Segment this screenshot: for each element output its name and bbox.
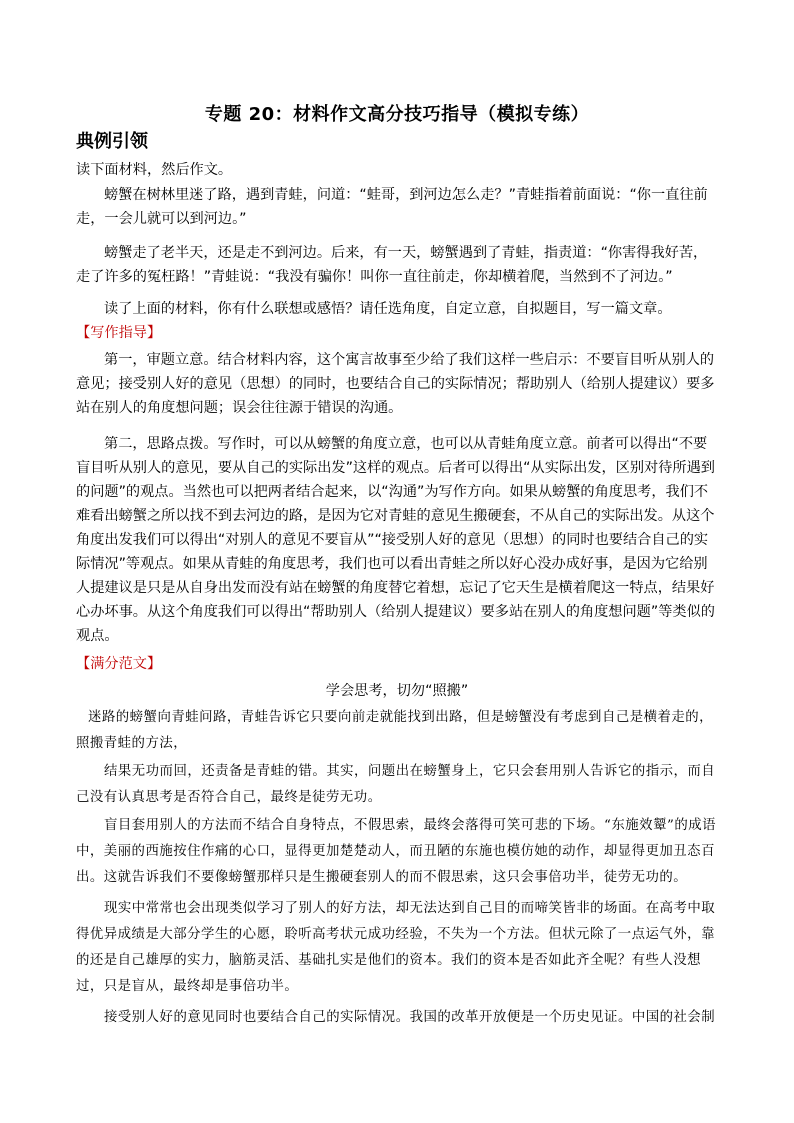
material-paragraph-1: 螃蟹在树林里迷了路，遇到青蛙，问道：“蛙哥，到河边怎么走？”青蛙指着前面说：“你一直往前走，一会儿就可以到河边。”: [76, 187, 708, 227]
essay-paragraph-1: 迷路的螃蟹向青蛙问路，青蛙告诉它只要向前走就能找到出路，但是螃蟹没有考虑到自己是横着走的，照搬青蛙的方法，: [76, 710, 714, 751]
essay-paragraph-4: 现实中常常也会出现类似学习了别人的好方法，却无法达到自己目的而啼笑皆非的场面。在高考中取得优异成绩是大部分学生的心愿，聆听高考状元成功经验，不失为一个方法。但状元除了一点运气外，靠的还是自己雄厚的实力，脑筋灵活、基础扎实是他们的资本。我们的资本是否如此齐全呢？有些人没想过，只是盲从，最终却是事倍功半。: [76, 901, 716, 994]
page-title: 专题 20：材料作文高分技巧指导（模拟专练）: [204, 104, 590, 125]
model-essay-tag: 【满分范文】: [76, 656, 162, 672]
material-paragraph-3: 读了上面的材料，你有什么联想或感悟？请任选角度，自定立意，自拟题目，写一篇文章。: [104, 301, 672, 317]
writing-guide-tag: 【写作指导】: [76, 325, 162, 341]
guide-paragraph-2: 第二，思路点拨。写作时，可以从螃蟹的角度立意，也可以从青蛙角度立意。前者可以得出“不要盲目听从别人的意见，要从自己的实际出发”这样的观点。后者可以得出“从实际出发，区别对待所遇到的问题”的观点。当然也可以把两者结合起来，以“沟通”为写作方向。如果从螃蟹的角度思考，我们不难看出螃蟹之所以找不到去河边的路，是因为它对青蛙的意见生搬硬套，不从自己的实际出发。从这个角度出发我们可以得出“对别人的意见不要盲从”“接受别人好的意见（思想）的同时也要结合自己的实际情况”等观点。如果从青蛙的角度思考，我们也可以看出青蛙之所以好心没办成好事，是因为它给别人提建议是只是从自身出发而没有站在螃蟹的角度替它着想，忘记了它天生是横着爬这一特点，结果好心办坏事。从这个角度我们可以得出“帮助别人（给别人提建议）要多站在别人的角度想问题”等类似的观点。: [76, 436, 715, 644]
material-paragraph-2: 螃蟹走了老半天，还是走不到河边。后来，有一天，螃蟹遇到了青蛙，指责道：“你害得我好苦，走了许多的冤枉路！”青蛙说：“我没有骗你！叫你一直往前走，你却横着爬，当然到不了河边。”: [76, 245, 708, 285]
essay-paragraph-3: 盲目套用别人的方法而不结合自身特点，不假思索，最终会落得可笑可悲的下场。“东施效颦”的成语中，美丽的西施按住作痛的心口，显得更加楚楚动人，而丑陋的东施也模仿她的动作，却显得更加丑态百出。这就告诉我们不要像螃蟹那样只是生搬硬套别人的而不假思索，这只会事倍功半，徒劳无功的。: [76, 818, 716, 885]
intro-text: 读下面材料，然后作文。: [76, 162, 233, 178]
guide-paragraph-1: 第一，审题立意。结合材料内容，这个寓言故事至少给了我们这样一些启示：不要盲目听从别人的意见；接受别人好的意见（思想）的同时，也要结合自己的实际情况；帮助别人（给别人提建议）要多站在别人的角度想问题；误会往往源于错误的沟通。: [76, 352, 715, 416]
section-heading: 典例引领: [76, 131, 148, 152]
essay-title: 学会思考，切勿“照搬”: [325, 683, 469, 699]
essay-paragraph-2: 结果无功而回，还责备是青蛙的错。其实，问题出在螃蟹身上，它只会套用别人告诉它的指示，而自己没有认真思考是否符合自己，最终是徒劳无功。: [76, 764, 716, 805]
essay-paragraph-5: 接受别人好的意见同时也要结合自己的实际情况。我国的改革开放便是一个历史见证。中国的社会制: [104, 1010, 716, 1025]
